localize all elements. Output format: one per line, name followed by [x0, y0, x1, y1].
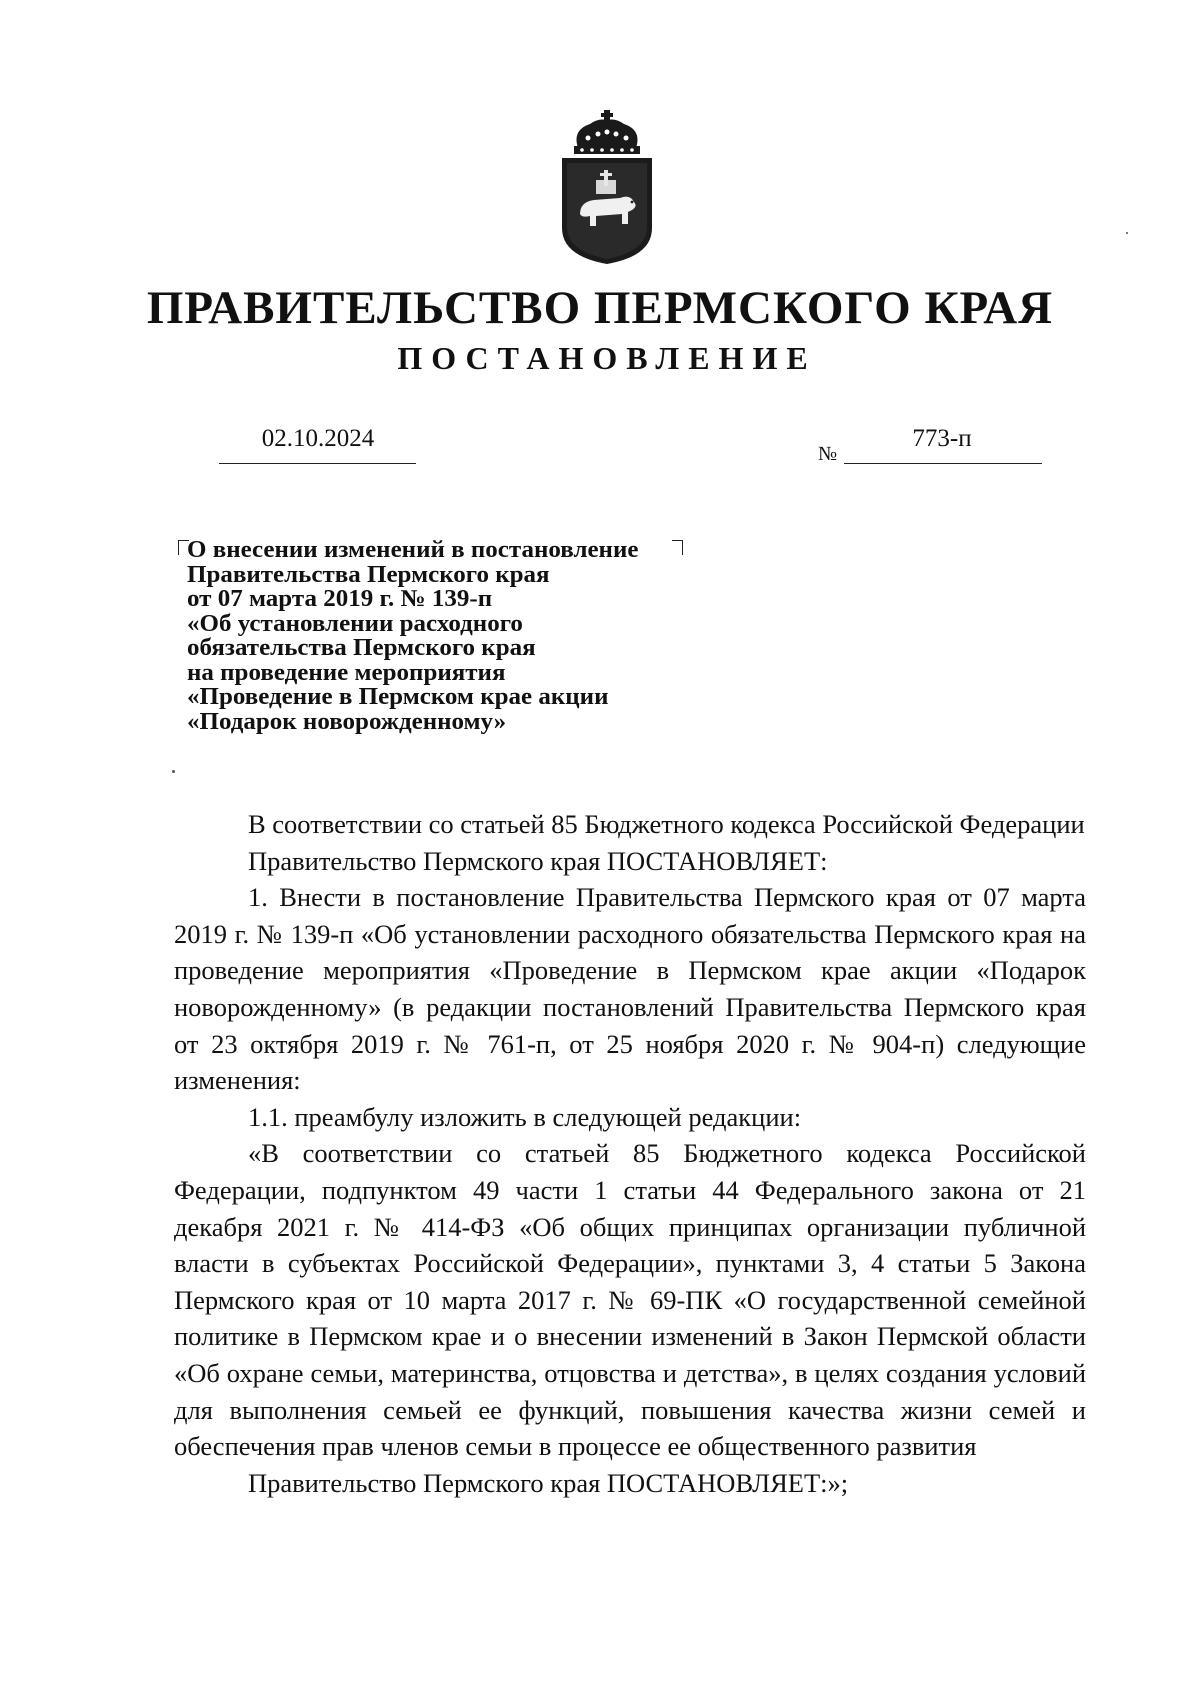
subject-line: «Об установлении расходного [187, 610, 523, 637]
document-date: 02.10.2024 [261, 425, 375, 452]
subject-line: «Проведение в Пермском крае акции [187, 683, 609, 710]
government-name: ПРАВИТЕЛЬСТВО ПЕРМСКОГО КРАЯ [146, 282, 1054, 334]
perm-krai-coat-of-arms-icon [558, 110, 656, 266]
document-type: ПОСТАНОВЛЕНИЕ [397, 340, 817, 376]
subject-line: от 07 марта 2019 г. № 139-п [187, 586, 493, 612]
document-number: 773-п [912, 425, 972, 452]
document-body [174, 806, 1086, 1501]
body-paragraph: 1.1. преамбулу изложить в следующей редакции: [248, 1101, 802, 1132]
subject-line: обязательства Пермского края [187, 634, 536, 661]
body-paragraph: В соответствии со статьей 85 Бюджетного кодекса Российской Федерации [248, 809, 1085, 839]
body-paragraph: 1. Внести в постановление Правительства Пермского края от 07 марта 2019 г. № 139-п «Об установлении расходного обязательства Пермского края на проведение мероприятия «Проведение в Пермском крае акции «Подарок новорожденному» (в редакции постановлений Правительства Пермского края от 23 октября 2019 г. № 761-п, от 25 ноября 2020 г. № 904-п) следующие изменения: [174, 882, 1086, 1096]
subject-line: Правительства Пермского края [187, 561, 550, 588]
subject-line: «Подарок новорожденному» [187, 708, 507, 735]
scan-speck [172, 770, 175, 773]
number-sign: № [818, 443, 838, 465]
body-paragraph: Правительство Пермского края ПОСТАНОВЛЯЕТ: [248, 845, 828, 876]
body-paragraph: Правительство Пермского края ПОСТАНОВЛЯЕТ:»; [248, 1467, 849, 1498]
subject-line: на проведение мероприятия [187, 659, 506, 686]
date-underline [219, 463, 416, 464]
subject-line: О внесении изменений в постановление [187, 537, 639, 563]
number-underline [844, 463, 1042, 464]
body-paragraph: «В соответствии со статьей 85 Бюджетного кодекса Российской Федерации, подпунктом 49 части 1 статьи 44 Федерального закона от 21 декабря 2021 г. № 414-ФЗ «Об общих принципах организации публичной власти в субъектах Российской Федерации», пунктами 3, 4 статьи 5 Закона Пермского края от 10 марта 2017 г. № 69-ПК «О государственной семейной политике в Пермском крае и о внесении изменений в Закон Пермской области «Об охране семьи, материнства, отцовства и детства», в целях создания условий для выполнения семьей ее функций, повышения качества жизни семей и обеспечения прав членов семьи в процессе ее общественного развития [174, 1138, 1086, 1462]
document-subject [187, 538, 707, 734]
scan-speck [1126, 232, 1128, 234]
